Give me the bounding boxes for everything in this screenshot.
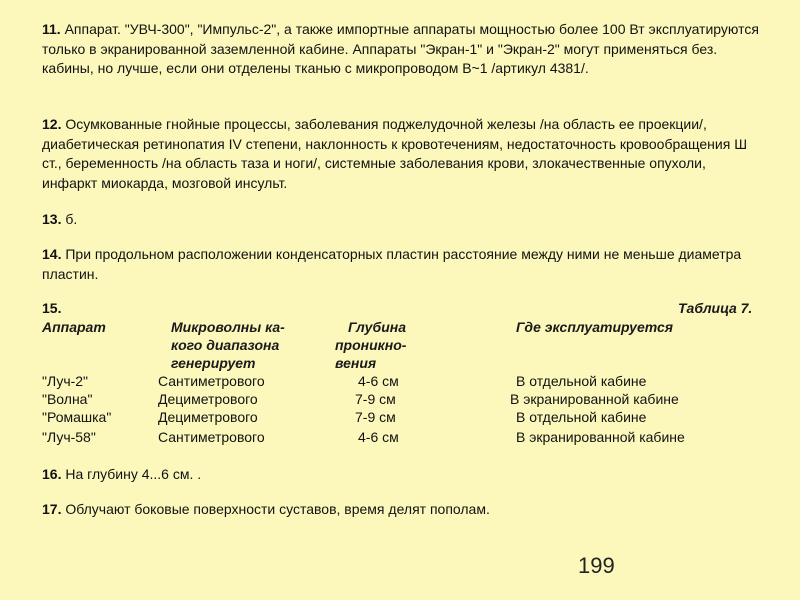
header-depth-2: проникно- — [335, 337, 407, 353]
header-where: Где эксплуатируется — [516, 319, 674, 335]
cell-device: "Ромашка" — [42, 409, 112, 425]
page-number: 199 — [578, 553, 615, 578]
item-text: б. — [65, 211, 78, 227]
cell-depth: 7-9 см — [355, 391, 396, 407]
item-16 — [42, 465, 201, 484]
cell-wave: Дециметрового — [158, 409, 258, 425]
item-text: При продольном расположении конденсаторных пластин расстояние между ними не меньше диаметра пластин. — [42, 246, 742, 282]
item-number: 13. — [42, 211, 62, 227]
cell-wave: Сантиметрового — [158, 373, 265, 389]
item-number: 14. — [42, 246, 62, 262]
item-text: Аппарат. "УВЧ-300", "Импульс-2", а также импортные аппараты мощностью более 100 Вт эксплуатируются только в экранированной заземленной кабине. Аппараты "Экран-1" и "Экран-2" могут применяться без. кабины, но лучше, если они отделены тканью с микропроводом В~1 /артикул 4381/. — [42, 21, 759, 76]
header-device: Аппарат — [42, 319, 106, 335]
cell-device: "Луч-2" — [42, 373, 89, 389]
cell-depth: 4-6 см — [358, 429, 399, 445]
item-number: 12. — [42, 116, 62, 132]
cell-depth: 4-6 см — [358, 373, 399, 389]
cell-where: В экранированной кабине — [516, 429, 685, 445]
table-title: Таблица 7. — [678, 300, 753, 316]
header-depth-1: Глубина — [348, 319, 407, 335]
cell-wave: Сантиметрового — [158, 429, 265, 445]
header-wave-2: кого диапазона — [171, 337, 280, 353]
cell-depth: 7-9 см — [355, 409, 396, 425]
item-text: Облучают боковые поверхности суставов, время делят пополам. — [65, 501, 490, 517]
item-12 — [42, 115, 762, 193]
header-wave-1: Микроволны ка- — [171, 319, 285, 335]
cell-device: "Луч-58" — [42, 429, 96, 445]
item-11 — [42, 20, 762, 79]
header-depth-3: вения — [335, 355, 377, 371]
cell-wave: Дециметрового — [158, 391, 258, 407]
item-number: 15. — [42, 300, 62, 316]
item-text: На глубину 4...6 см. . — [65, 466, 202, 482]
header-wave-3: генерирует — [171, 355, 256, 371]
cell-device: "Волна" — [42, 391, 93, 407]
item-number: 11. — [42, 21, 61, 37]
item-number: 17. — [42, 501, 62, 517]
cell-where: В отдельной кабине — [516, 409, 647, 425]
cell-where: В отдельной кабине — [516, 373, 647, 389]
item-number: 16. — [42, 466, 62, 482]
item-14 — [42, 245, 762, 284]
item-15 — [42, 299, 61, 318]
item-17 — [42, 500, 490, 519]
item-text: Осумкованные гнойные процессы, заболевания поджелудочной железы /на область ее проекции/, диабетическая ретинопатия IV степени, наклонность к кровотечениям, недостаточность кровообращения Ш ст., беременность /на область таза и ноги/, системные заболевания крови, злокачественные опухоли, инфаркт миокарда, мозговой инсульт. — [42, 116, 748, 191]
cell-where: В экранированной кабине — [510, 391, 679, 407]
item-13 — [42, 210, 762, 230]
